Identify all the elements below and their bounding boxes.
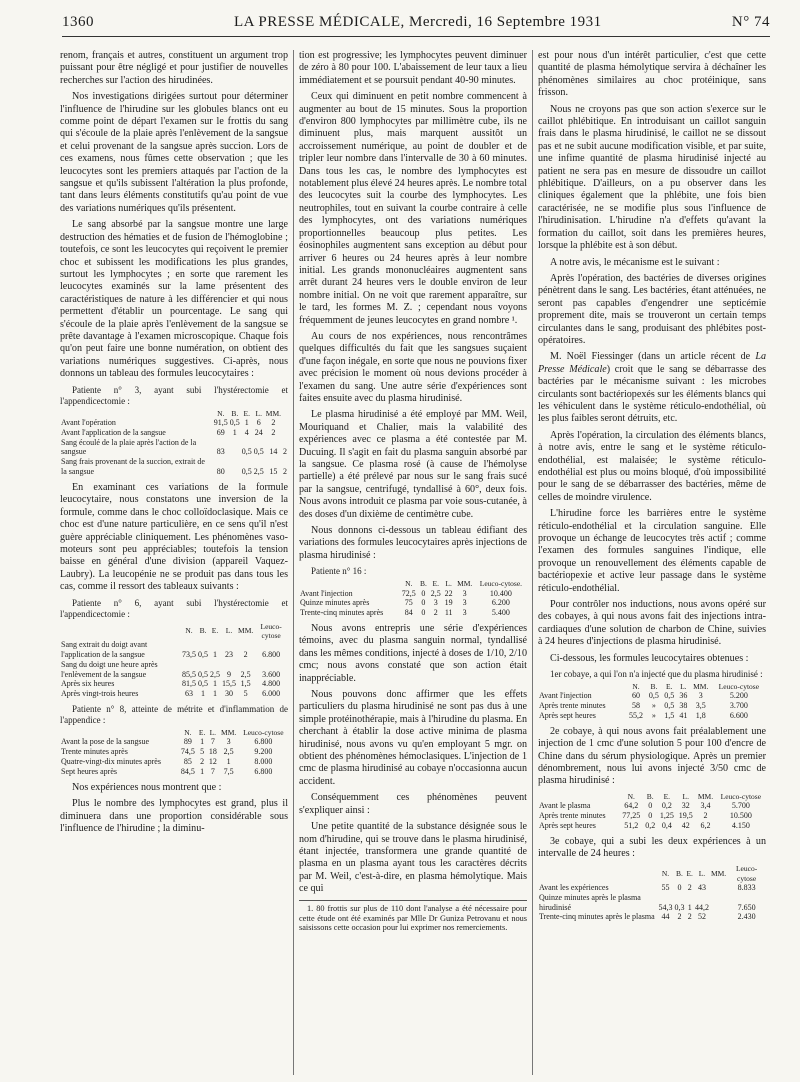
table-cell: 55,2 [629,711,644,721]
column-header: L. [209,728,217,738]
table-row [60,438,288,458]
column-header: MM. [221,728,237,738]
column-header: B. [419,579,427,589]
table-cell: 15 [269,467,278,477]
table-cell: 6.000 [262,689,281,699]
table-row [60,418,288,428]
table-cell [710,893,727,913]
table-cell: 1 [213,689,218,699]
table-cell: 81,5 [182,679,197,689]
table-cell: 3 [433,598,438,608]
footnote [299,900,527,934]
table-row [538,701,766,711]
table-cell: 73,5 [182,649,197,659]
column-header: MM. [457,579,473,589]
table-cell: » [651,701,656,711]
column-header: B. [646,791,654,801]
table-cell: 1,5 [664,711,675,721]
column-header: L. [225,626,233,636]
issue-number: N° 74 [731,14,770,30]
paragraph: L'hirudine force les barrières entre le système réticulo-endothélial et la circulation sanguine. Elle provoque un échange de leucocytes très actif ; comme l'examen des formules sanguines l'indique, elle provoque un renouvellement des éléments capable de bactériopexie et active leur passage dans le système réticulo-endothélial. [538,508,766,594]
paragraph: Nos investigations dirigées surtout pour déterminer l'influence de l'hirudine sur les globules blancs ont eu comme point de départ l'examen sur le frottis du sang qui s'écoule de la plaie après l'enlèvement de la sangsue et celui provenant de la sangsue après succion. Lors de ces examens, nous fûmes cette observation ; que les leucocytes sont les premiers attaqués par l'action de la sangsue et qu'ils subissent l'altération la plus profonde, tant dans leurs éléments constitutifs qu'au point de vue des variations numériques qu'ils présentent. [60,91,288,214]
table-cell: 2 [283,447,287,457]
data-table [538,864,766,922]
table-cell [229,457,241,477]
row-label: Avant l'injection [300,588,353,598]
column-header: L. [698,869,706,879]
table-row [538,893,766,913]
table-row [60,747,288,757]
table-cell: 3 [698,691,703,701]
table-cell: 10.400 [489,588,512,598]
table-cell: 1,8 [695,711,706,721]
table-cell: 3 [226,737,231,747]
paragraph: Le plasma hirudinisé a été employé par MM. Weil, Mouriquand et Chalier, mais la valabilité des expériences avec ce plasma a été contestée par M. Ducuing. Il s'agit en fait du plasma sanguin absorbé par la sangsue. Ce plasma rosé (à cause de l'hémolyse partielle) a été prélevé par nous sur le sang frais sucé par la sangsue, centrifugé, tyndallisé à 60°, deux fois. Nous avons introduit ce plasma par voie sous-cutanée, à des doses d'un dixième de centimètre cube. [299,409,527,520]
table-cell: 0,5 [198,649,209,659]
table-cell: 0,3 [674,902,685,912]
table-cell: 0 [677,882,682,892]
table-cell: 77,25 [622,810,641,820]
table-cell: 0,5 [241,447,252,457]
table-row [60,757,288,767]
table-cell: 72,5 [401,588,416,598]
row-label: Après sept heures [539,820,596,830]
table-row [60,679,288,689]
table-cell: 2 [687,882,692,892]
table-cell: 2,5 [430,588,441,598]
row-label: Après trente minutes [539,810,606,820]
table-cell: 0,5 [198,679,209,689]
data-table [60,409,288,477]
table-cell: 0 [421,608,426,618]
column-header: N. [184,728,192,738]
column-header: B. [650,682,658,692]
column-header: MM. [710,869,727,879]
column-header: N. [405,579,413,589]
table-cell: 7 [210,766,215,776]
row-label: Sang du doigt une heure après l'enlèvement de la sangsue [61,659,158,679]
table-cell: 8.000 [254,757,273,767]
table-cell: 1 [232,427,237,437]
paragraph: Nous pouvons donc affirmer que les effets particuliers du plasma hirudinisé ne sont pas dus à une simple protéinothérapie, mais à l'hirudine du plasma. En cherchant à établir la dose active minima de plasma hirudinisé, nous avons vu qu'en employant 5 mgr. on obtient des phénomènes hémoclasiques. L'injection de 1 cmc de plasma hirudinisé au cobaye n'occasionna aucun accident. [299,689,527,787]
row-label: Avant la pose de la sangsue [61,737,150,747]
paragraph: Nous avons entrepris une série d'expériences témoins, avec du plasma sanguin normal, tyndallisé dans les mêmes conditions, injecté à doses de 1/10, 2/10 cmc; nous avons constaté que son action était inappréciable. [299,623,527,684]
table-row [538,691,766,701]
paragraph: Nous ne croyons pas que son action s'exerce sur le caillot phlébitique. En introduisant un caillot sanguin frais dans le plasma hirudinisé, le caillot ne se dissout pas et ne subit aucune modification visible, et par suite, une infime quantité de plasma hirudinisé injecté au patient ne sera pas en mesure de dissoudre un caillot phlébitique. D'ailleurs, on a pu observer dans les cliniques également que la phlébite, une fois bien caractérisée, ne se modifie plus sous l'influence de l'hirudinisation. L'hirudine n'a d'effets qu'avant la formation du caillot, soit dans les premières heures, lorsque la phlébite est à son début. [538,103,766,252]
table-cell [229,438,241,458]
row-label: Avant les expériences [539,882,609,892]
table-cell: 1,5 [240,679,251,689]
table-caption: 1er cobaye, a qui l'on n'a injecté que du plasma hirudinisé : [550,669,763,680]
table-row [60,428,288,438]
table-cell: 19,5 [678,810,693,820]
row-label: Après vingt-trois heures [61,689,139,699]
table-row [538,711,766,721]
table-cell: 60 [632,691,641,701]
table-cell: 0,5 [648,691,659,701]
paragraph: Le sang absorbé par la sangsue montre une large destruction des hématies et de fusion de l'hémoglobine ; toutefois, ce sont les leucocytes qui reçoivent le premier choc et subissent les modifications les plus grandes, surtout les lymphocytes ; en sorte que rarement les leucocytes examinés sur la lame présentent des caractéristiques de nature à les différencier et qui nous permettent d'établir un pourcentage. Le sang qui s'écoule de la plaie après l'enlèvement de la sangsue se prête davantage à l'examen microscopique. Chaque fois qu'on peut faire une bonne numération, on obtient des variations numériques suggestives. Ci-après, nous donnons un tableau des formules leucocytaires : [60,219,288,380]
paragraph: renom, français et autres, constituent un argument trop puissant pour être négligé et pour justifier de nouvelles recherches sur l'action des hirudinées. [60,50,288,86]
table-cell: 84 [404,608,413,618]
data-table [60,622,288,699]
table-row [60,737,288,747]
table-cell: 5.400 [491,608,510,618]
column-header: B. [676,869,683,879]
table-cell: 83 [216,447,225,457]
table-cell: 64,2 [624,801,639,811]
row-label: Sang écoulé de la plaie après l'action de la sangsue [61,437,197,457]
table-cell: 18 [208,747,217,757]
table-cell: 2 [703,810,708,820]
table-cell: 2 [200,757,205,767]
table-cell: 0 [421,598,426,608]
column-header: E. [666,682,673,692]
table-cell: 6.800 [254,766,273,776]
table-cell: 84,5 [180,766,195,776]
table-cell: 0 [421,588,426,598]
table-cell: 91,5 [213,417,228,427]
paragraph: 3e cobaye, qui a subi les deux expériences à un intervalle de 24 heures : [538,835,766,859]
column-header: B. [231,408,239,418]
table-row [60,640,288,660]
paragraph: Au cours de nos expériences, nous rencontrâmes quelques difficultés du fait que les sangsues suçaient d'une façon inégale, en sorte que nous ne pouvions fixer avec précision le moment où nous devions procéder à l'examen du sang. Une autre série d'expériences sont faites ensuite avec du plasma hirudinisé. [299,330,527,404]
table-cell: 74,5 [180,747,195,757]
table-cell: 9.200 [254,747,273,757]
table-cell: 6 [256,417,261,427]
table-cell: 2.430 [737,912,756,922]
table-cell: 2 [243,649,248,659]
paragraph: Une petite quantité de la substance désignée sous le nom d'hirudine, qui se trouve dans le plasma hirudinisé, étant injectée, transformera une grande quantité de plasma en un plasma ayant tous les caractères décrits par M. Weil, c'est-à-dire, en plasma hémolytique. Mais ce qui [299,821,527,895]
table-cell: 2,5 [240,669,251,679]
column-header: Leuco-cytose. [479,579,523,589]
column-header: MM. [697,791,714,801]
row-label: Avant l'opération [61,417,116,427]
column-header: E. [663,791,671,801]
table-caption: Patiente n° 16 : [311,566,367,577]
column-header: E. [198,728,206,738]
table-cell: 80 [216,467,225,477]
row-label: Trente-cinq minutes après le plasma [539,912,655,922]
table-cell: 2,5 [253,467,264,477]
row-label: Avant l'injection [539,691,592,701]
table-cell: 23 [225,649,234,659]
table-cell: 2 [271,427,276,437]
table-cell: 2,5 [223,747,234,757]
table-cell: 2 [433,608,438,618]
table-cell: 3 [462,598,467,608]
table-row [538,801,766,811]
journal-title: LA PRESSE MÉDICALE, Mercredi, 16 Septembre 1931 [234,14,602,30]
table-row [60,689,288,699]
table-cell: 43 [697,882,706,892]
table-caption: Patiente n° 8, atteinte de métrite et d'inflammation de l'appendice : [60,704,288,726]
table-cell: 58 [632,701,641,711]
table-cell: 9 [227,669,232,679]
table-cell: » [651,711,656,721]
row-label: Trente-cinq minutes après [300,608,384,618]
table-cell: 85,5 [182,669,197,679]
table-cell: 14 [269,447,278,457]
column-header: E. [211,626,219,636]
table-cell: 2 [271,417,276,427]
table-cell: 4.150 [731,820,750,830]
table-row [299,608,527,618]
column-header: N. [185,626,193,636]
table-cell: 0,5 [664,701,675,711]
column-header: Leuco-cytose [720,791,762,801]
paragraph: est pour nous d'un intérêt particulier, c'est que cette quantité de plasma hémolytique servira à déchaîner les phénomènes similaires au choc protéinique, sans frisson. [538,50,766,99]
table-cell: 6.800 [254,737,273,747]
data-table [538,792,766,831]
table-cell: 8.833 [737,882,756,892]
row-label: Quatre-vingt-dix minutes après [61,757,161,767]
table-cell: 2,5 [210,669,221,679]
table-row [538,912,766,922]
table-cell: 1 [201,689,206,699]
table-cell: 85 [183,757,192,767]
column-header: L. [255,408,263,418]
table-cell: 2 [687,912,692,922]
table-cell: 5 [200,747,205,757]
table-cell: 0,5 [241,467,252,477]
table-cell: 1 [200,766,205,776]
table-cell: 15,5 [222,679,237,689]
paragraph: Nous donnons ci-dessous un tableau édifiant des variations des formules leucocytaires après injections de plasma hirudinisé : [299,525,527,561]
column-header: B. [199,626,207,636]
row-label: Après six heures [61,679,115,689]
column-header: MM. [238,626,254,636]
column-header: Leuco-cytose [243,728,284,738]
table-cell: 3.700 [729,701,748,711]
table-cell: 41 [679,711,688,721]
table-cell: 0 [648,810,653,820]
table-cell [710,912,727,922]
table-cell: 44 [661,912,670,922]
table-row [60,767,288,777]
table-cell: 0,5 [198,669,209,679]
row-label: Sang frais provenant de la succion, extrait de la sangsue [61,457,205,477]
column-header: MM. [265,408,281,418]
table-cell: 4.800 [262,679,281,689]
paragraph: A notre avis, le mécanisme est le suivant : [550,256,720,268]
table-cell: 3.600 [262,669,281,679]
table-cell: 0,4 [661,820,672,830]
table-cell: 63 [185,689,194,699]
column-header: L. [682,791,690,801]
paragraph [538,351,766,425]
paragraph: Ci-dessous, les formules leucocytaires obtenues : [550,652,749,664]
column-header: L. [680,682,687,692]
column-header: N. [217,408,225,418]
table-cell: 52 [697,912,706,922]
table-cell: 54,3 [658,902,673,912]
row-label: Quinze minutes après [300,598,370,608]
table-row [60,660,288,680]
table-cell: 7 [210,737,215,747]
column-header: N. [632,682,640,692]
table-cell: 12 [208,757,217,767]
column-rule [532,50,533,1075]
paragraph: Après l'opération, la circulation des éléments blancs, à notre avis, entre le sang et le système réticulo-endothélial, est malaisée; le système réticulo-endothélial est plus ou moins bloqué, d'où impossibilité pour le sang de se débarrasser des bactéries, même de celles de moindre virulence. [538,429,766,503]
data-table [299,579,527,618]
column-1 [60,50,288,1075]
table-cell: 55 [661,882,670,892]
table-cell: 42 [681,820,690,830]
table-cell: 75 [404,598,413,608]
page-header [62,14,770,37]
table-cell: 22 [444,588,453,598]
table-row [60,457,288,477]
paragraph-text: M. Noël Fiessinger (dans un article récent de [550,351,756,363]
paragraph: Ceux qui diminuent en petit nombre commencent à augmenter au bout de 15 minutes. Sous la proportion d'environ 800 lymphocytes par millimètre cube, ils ne diminuent plus, mais marquent aussitôt un accroissement numérique, au point de doubler et de tripler leur nombre dans l'intervalle de 30 à 60 minutes. Dans tous les cas, le nombre des lymphocytes est notablement plus élevé 24 heures après. Le nombre total des leucocytes suit la courbe des lymphocytes. Les neutrophiles, tout en suivant la courbe contraire à celle des lymphocytes, ont des variations numériques proportionnelles beaucoup plus petites. Les éosinophiles augmentent sans exception au début pour arriver 6 heures ou 24 heures après à leur nombre initial. Les grands mononucléaires augmentent sans arrêt durant 24 heures vers le double environ de leur nombre initial. On ne voit que rarement apparaître, sur le tard, les formes M. Z. ; cependant nous voyons fréquemment de jeunes leucocytes en grand nombre ¹. [299,91,527,326]
table-cell: 0,2 [661,801,672,811]
table-cell: 30 [225,689,234,699]
paragraph: Conséquemment ces phénomènes peuvent s'expliquer ainsi : [299,792,527,816]
table-cell: 1 [213,649,218,659]
data-table [60,728,288,777]
row-label: Quinze minutes après le plasma hirudinisé [539,892,641,912]
table-cell: 0 [648,801,653,811]
paragraph: Après l'opération, des bactéries de diverses origines pénètrent dans le sang. Les bactéries, étant atténuées, ne seront pas capables d'engendrer une septicémie proprement dite, mais se trouveront un certain temps circulantes dans le sang, produisant des phlébites post-opératoires. [538,272,766,346]
table-cell: 1 [226,757,231,767]
column-header: E. [686,869,693,879]
column-header: Leuco-cytose [718,682,760,692]
row-label: Trente minutes après [61,747,128,757]
table-cell: 1 [213,679,218,689]
table-cell: 1,25 [659,810,674,820]
table-cell: 7,5 [223,766,234,776]
table-row [538,821,766,831]
table-cell: 51,2 [624,820,639,830]
table-cell: 38 [679,701,688,711]
table-cell: 2 [677,912,682,922]
table-cell: 5.700 [731,801,750,811]
table-cell: 3,4 [700,801,711,811]
footnote-text: 1. 80 frottis sur plus de 110 dont l'analyse a été nécessaire pour cette étude ont été examinés par Mlle Dr Guniza Petrovanu et nous saisissons cette occasion pour lui exprimer nos remerciements. [299,903,527,933]
row-label: Après sept heures [539,711,596,721]
table-cell: 89 [183,737,192,747]
table-row [538,811,766,821]
table-cell: 44,2 [694,902,709,912]
table-cell: 0,2 [645,820,656,830]
column-header: N. [661,869,670,879]
row-label: Sang extrait du doigt avant l'application de la sangsue [61,640,148,659]
row-label: Avant l'application de la sangsue [61,427,166,437]
data-table [538,682,766,721]
column-header: Leuco-cytose [260,621,282,640]
column-3 [538,50,766,1075]
table-cell: 3,5 [695,701,706,711]
column-rule [293,50,294,1075]
page-number: 1360 [62,14,94,30]
table-row [299,589,527,599]
table-cell: 5 [243,689,248,699]
table-cell: 6.800 [262,649,281,659]
column-header: N. [627,791,635,801]
table-cell: 1 [244,417,249,427]
table-cell: 24 [254,427,263,437]
table-cell: 10.500 [729,810,752,820]
table-cell: 3 [462,588,467,598]
table-cell: 1 [200,737,205,747]
table-cell: 0,5 [229,417,240,427]
paragraph: tion est progressive; les lymphocytes peuvent diminuer de zéro à 80 pour 100. L'abaissement de leur taux a lieu immédiatement et se poursuit pendant 40-90 minutes. [299,50,527,86]
table-cell: 7.650 [737,902,756,912]
table-cell: 6.600 [729,711,748,721]
table-cell: 0,5 [664,691,675,701]
row-label: Sept heures après [61,766,117,776]
row-label: Après trente minutes [539,701,606,711]
table-cell: 5.200 [729,691,748,701]
column-header: E. [243,408,251,418]
paragraph: 2e cobaye, à qui nous avons fait préalablement une injection de 1 cmc d'une solution 5 pour 100 d'encre de Chine dans du sérum physiologique. Après un premier dénombrement, nous lui avons injecté 3/50 cmc de plasma hirudinisé : [538,725,766,787]
table-cell: 36 [679,691,688,701]
table-cell: 6.200 [491,598,510,608]
table-cell [710,883,727,893]
table-caption: Patiente n° 6, ayant subi l'hystérectomie et l'appendicectomie : [60,597,288,619]
table-cell: 19 [444,598,453,608]
table-cell: 11 [444,608,453,618]
table-cell: 0,5 [253,447,264,457]
paragraph-text: ) croit que le sang se débarrasse des bactéries par le mécanisme suivant : les microbes circulants sont bactériopexés sur les éléments blancs qui les véhiculent dans le système réticulo-endothélial, où les plus faibles seront détruits, etc. [538,363,766,425]
table-cell: 6,2 [700,820,711,830]
column-header: MM. [693,682,709,692]
row-label: Avant le plasma [539,801,591,811]
table-cell: 1 [687,902,692,912]
table-caption: Patiente n° 3, ayant subi l'hystérectomie et l'appendicectomie : [60,384,288,406]
table-row [299,598,527,608]
table-cell: 3 [462,608,467,618]
paragraph: Nos expériences nous montrent que : [72,781,222,793]
paragraph: Plus le nombre des lymphocytes est grand, plus il diminuera dans une proportion considérable sous l'influence de l'hirudine ; la diminu- [60,798,288,834]
column-header: E. [432,579,439,589]
paragraph: En examinant ces variations de la formule leucocytaire, nous constatons une inversion de la formule, comme dans le choc colloïdoclasique. Mais ce choc est d'une nature particulière, en ce sens qu'il n'est guère appréciable cliniquement. Les phénomènes vaso-moteurs sont peu appréciables; toutefois la tension baisse en général d'une division (appareil Vaquez-Laubry). La leucopénie ne se produit pas dans tous les cas, comme il ressort des tableaux suivants : [60,481,288,593]
column-2 [299,50,527,1075]
column-header: Leuco-cytose [735,864,758,883]
journal-reference: La Presse Médicale [538,351,766,375]
table-cell: 4 [244,427,249,437]
table-cell: 32 [681,801,690,811]
column-header: L. [445,579,452,589]
table-row [538,883,766,893]
paragraph: Pour contrôler nos inductions, nous avons opéré sur des cobayes, à qui nous avons fait des injections intra-cardiaques d'une solution de charbon de Chine, suivies à 24 heures d'injections de plasma hirudinisé. [538,599,766,648]
table-cell: 2 [283,467,287,477]
table-cell: 69 [216,427,225,437]
